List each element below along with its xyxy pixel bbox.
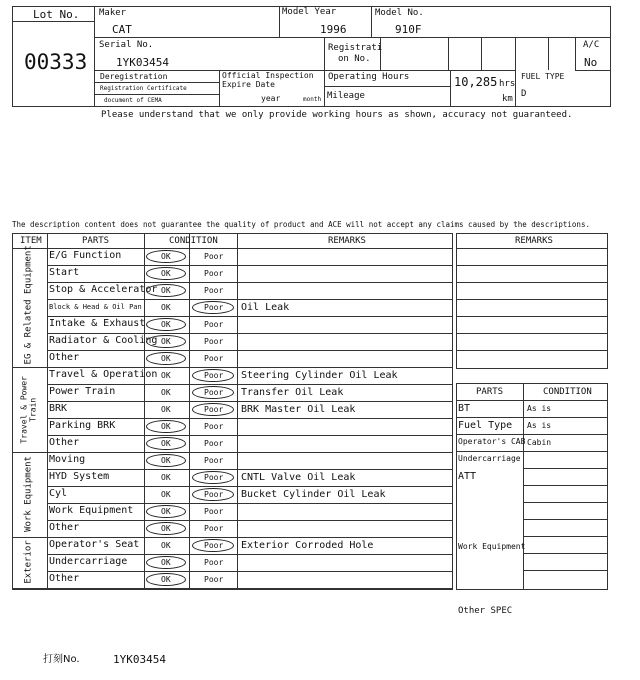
divider — [456, 316, 608, 317]
remarks-box — [456, 233, 608, 369]
selected-condition-marker — [192, 539, 234, 552]
divider — [456, 299, 608, 300]
operating-hours-value: 10,285 — [454, 75, 498, 89]
stamp-label: 打刻No. — [43, 654, 80, 665]
registration-label: Registrati — [328, 43, 383, 53]
part-name: Other — [49, 522, 80, 533]
ac-label: A/C — [583, 40, 600, 50]
stamp-value: 1YK03454 — [113, 653, 166, 666]
disclaimer: The description content does not guarantee the quality of product and ACE will not accept any claims caused by the descriptions. — [12, 220, 590, 229]
lot-label: Lot No. — [33, 8, 80, 21]
selected-condition-marker — [192, 403, 234, 416]
divider — [324, 86, 450, 87]
divider — [12, 21, 94, 22]
model-year-label: Model Year — [282, 7, 337, 17]
ok-option: OK — [161, 337, 171, 346]
part-name: Power Train — [49, 386, 116, 397]
ok-option: OK — [161, 303, 171, 312]
serial-label: Serial No. — [99, 40, 154, 50]
poor-option: Poor — [204, 252, 224, 261]
right-condition-value: Cabin — [527, 438, 552, 447]
right-part-name: BT — [458, 403, 471, 414]
selected-condition-marker — [146, 505, 186, 518]
year-label: year — [261, 94, 281, 103]
right-condition-value: As is — [527, 404, 552, 413]
part-name: Other — [49, 352, 80, 363]
parts-condition-box — [456, 383, 608, 590]
poor-option: Poor — [204, 439, 224, 448]
ok-option: OK — [161, 388, 171, 397]
selected-condition-marker — [146, 267, 186, 280]
model-no-value: 910F — [395, 23, 422, 36]
part-name: E/G Function — [49, 250, 122, 261]
part-name: Block & Head & Oil Pan — [49, 303, 142, 311]
divider — [456, 333, 608, 334]
ok-option: OK — [161, 405, 171, 414]
part-name: Undercarriage — [49, 556, 128, 567]
poor-option: Poor — [204, 541, 224, 550]
poor-option: Poor — [204, 320, 224, 329]
right-remarks-header: REMARKS — [515, 236, 553, 246]
part-name: Parking BRK — [49, 420, 116, 431]
group-label: Exterior — [23, 539, 34, 584]
selected-condition-marker — [146, 522, 186, 535]
group-label: Work Equipment — [23, 455, 34, 532]
divider — [523, 383, 524, 590]
part-name: Other — [49, 573, 80, 584]
divider — [47, 384, 453, 385]
registration-label-2: on No. — [338, 54, 371, 64]
divider — [47, 537, 453, 538]
part-name: Other — [49, 437, 80, 448]
divider — [94, 6, 95, 107]
divider — [456, 282, 608, 283]
poor-option: Poor — [204, 303, 224, 312]
divider — [456, 451, 608, 452]
divider — [380, 37, 381, 70]
poor-option: Poor — [204, 490, 224, 499]
selected-condition-marker — [146, 250, 186, 263]
divider — [523, 502, 608, 503]
divider — [47, 452, 453, 453]
part-name: Start — [49, 267, 80, 278]
ok-option: OK — [161, 575, 171, 584]
ok-option: OK — [161, 269, 171, 278]
part-name: Cyl — [49, 488, 68, 499]
divider — [456, 400, 608, 401]
selected-condition-marker — [192, 301, 234, 314]
divider — [523, 468, 608, 469]
mileage-label: Mileage — [327, 91, 365, 101]
operating-hours-label: Operating Hours — [328, 72, 410, 82]
divider — [47, 350, 453, 351]
divider — [47, 503, 453, 504]
divider — [47, 265, 453, 266]
part-name: Radiator & Cooling — [49, 335, 158, 346]
remark-text: Transfer Oil Leak — [241, 387, 344, 398]
poor-option: Poor — [204, 473, 224, 482]
remark-text: Steering Cylinder Oil Leak — [241, 370, 398, 381]
divider — [47, 299, 453, 300]
divider — [47, 588, 453, 589]
divider — [47, 435, 453, 436]
divider — [47, 333, 453, 334]
part-name: Operator's Seat — [49, 539, 140, 550]
poor-option: Poor — [204, 507, 224, 516]
divider — [12, 588, 47, 589]
registration-certificate-label: Registration Certificate — [100, 85, 187, 92]
ok-option: OK — [161, 524, 171, 533]
selected-condition-marker — [146, 318, 186, 331]
divider — [47, 316, 453, 317]
selected-condition-marker — [192, 488, 234, 501]
part-name: HYD System — [49, 471, 110, 482]
divider — [523, 536, 608, 537]
other-spec-label: Other SPEC — [458, 606, 513, 616]
group-label: Travel & Power Train — [19, 375, 37, 444]
remark-text: Exterior Corroded Hole — [241, 540, 374, 551]
poor-option: Poor — [204, 405, 224, 414]
selected-condition-marker — [192, 369, 234, 382]
poor-option: Poor — [204, 575, 224, 584]
parts-header: PARTS — [82, 236, 110, 246]
ok-option: OK — [161, 507, 171, 516]
ok-option: OK — [161, 371, 171, 380]
serial-value: 1YK03454 — [116, 56, 169, 69]
right-condition-value: As is — [527, 421, 552, 430]
right-part-name: ATT — [458, 471, 477, 482]
divider — [456, 417, 608, 418]
fuel-type-label: FUEL TYPE — [521, 72, 565, 81]
remark-text: Oil Leak — [241, 302, 290, 313]
ok-option: OK — [161, 286, 171, 295]
right-part-name: Fuel Type — [458, 420, 513, 431]
poor-option: Poor — [204, 422, 224, 431]
ok-option: OK — [161, 320, 171, 329]
divider — [371, 6, 372, 37]
ok-option: OK — [161, 456, 171, 465]
divider — [523, 553, 608, 554]
inspection-label: Official Inspection — [222, 71, 314, 80]
divider — [481, 37, 482, 70]
divider — [523, 519, 608, 520]
part-name: BRK — [49, 403, 68, 414]
ok-option: OK — [161, 558, 171, 567]
ok-option: OK — [161, 422, 171, 431]
maker-value: CAT — [112, 23, 132, 36]
right-parts-header: PARTS — [476, 387, 504, 397]
selected-condition-marker — [192, 471, 234, 484]
divider — [47, 401, 453, 402]
group-label: EG & Related Equipment — [23, 244, 34, 364]
item-header: ITEM — [20, 236, 42, 246]
right-part-name: Undercarriage — [458, 454, 521, 463]
deregistration-label: Deregistration — [100, 72, 168, 81]
remark-text: BRK Master Oil Leak — [241, 404, 356, 415]
remark-text: CNTL Valve Oil Leak — [241, 472, 356, 483]
ac-value: No — [584, 56, 598, 69]
divider — [523, 485, 608, 486]
poor-option: Poor — [204, 337, 224, 346]
right-part-name: Operator's CAB — [458, 437, 526, 446]
inspection-label-2: Expire Date — [222, 80, 275, 89]
poor-option: Poor — [204, 524, 224, 533]
poor-option: Poor — [204, 456, 224, 465]
right-condition-header: CONDITION — [543, 387, 592, 397]
poor-option: Poor — [204, 269, 224, 278]
poor-option: Poor — [204, 286, 224, 295]
divider — [219, 70, 220, 107]
divider — [47, 282, 453, 283]
selected-condition-marker — [146, 420, 186, 433]
part-name: Work Equipment — [49, 505, 134, 516]
hrs-unit: hrs — [499, 79, 516, 89]
ok-option: OK — [161, 354, 171, 363]
divider — [456, 265, 608, 266]
divider — [324, 37, 325, 107]
divider — [47, 554, 453, 555]
part-name: Moving — [49, 454, 86, 465]
model-year-value: 1996 — [320, 23, 347, 36]
part-name: Travel & Operation — [49, 369, 158, 380]
divider — [548, 37, 549, 70]
divider — [456, 350, 608, 351]
month-label: month — [303, 96, 322, 103]
ok-option: OK — [161, 252, 171, 261]
divider — [456, 434, 608, 435]
part-name: Stop & Accelerator — [49, 284, 158, 295]
divider — [47, 418, 453, 419]
divider — [94, 82, 219, 83]
divider — [47, 520, 453, 521]
maker-label: Maker — [99, 8, 127, 18]
divider — [324, 70, 515, 71]
divider — [47, 469, 453, 470]
ok-option: OK — [161, 541, 171, 550]
selected-condition-marker — [146, 335, 186, 348]
divider — [47, 486, 453, 487]
selected-condition-marker — [146, 573, 186, 586]
cema-document-label: document of CEMA — [104, 97, 162, 104]
work-equipment-label: Work Equipment — [458, 542, 526, 551]
divider — [94, 94, 219, 95]
divider — [279, 6, 280, 37]
selected-condition-marker — [146, 437, 186, 450]
condition-header: CONDITION — [169, 236, 218, 246]
selected-condition-marker — [146, 352, 186, 365]
selected-condition-marker — [146, 454, 186, 467]
divider — [12, 367, 47, 368]
ok-option: OK — [161, 473, 171, 482]
remark-text: Bucket Cylinder Oil Leak — [241, 489, 386, 500]
part-name: Intake & Exhaust — [49, 318, 146, 329]
divider — [47, 571, 453, 572]
divider — [94, 37, 611, 38]
divider — [47, 367, 453, 368]
divider — [515, 37, 516, 107]
poor-option: Poor — [204, 371, 224, 380]
divider — [523, 570, 608, 571]
divider — [575, 37, 576, 70]
selected-condition-marker — [146, 556, 186, 569]
fuel-type-value: D — [521, 89, 527, 99]
ok-option: OK — [161, 490, 171, 499]
selected-condition-marker — [192, 386, 234, 399]
lot-number: 00333 — [24, 50, 88, 74]
model-no-label: Model No. — [375, 8, 424, 18]
selected-condition-marker — [146, 284, 186, 297]
divider — [575, 70, 611, 71]
km-unit: km — [502, 94, 513, 104]
remarks-header: REMARKS — [328, 236, 366, 246]
divider — [450, 70, 451, 107]
poor-option: Poor — [204, 388, 224, 397]
poor-option: Poor — [204, 354, 224, 363]
hours-note: Please understand that we only provide working hours as shown, accuracy not guaranteed. — [101, 110, 573, 120]
divider — [12, 248, 453, 249]
ok-option: OK — [161, 439, 171, 448]
divider — [456, 248, 608, 249]
poor-option: Poor — [204, 558, 224, 567]
divider — [448, 37, 449, 70]
